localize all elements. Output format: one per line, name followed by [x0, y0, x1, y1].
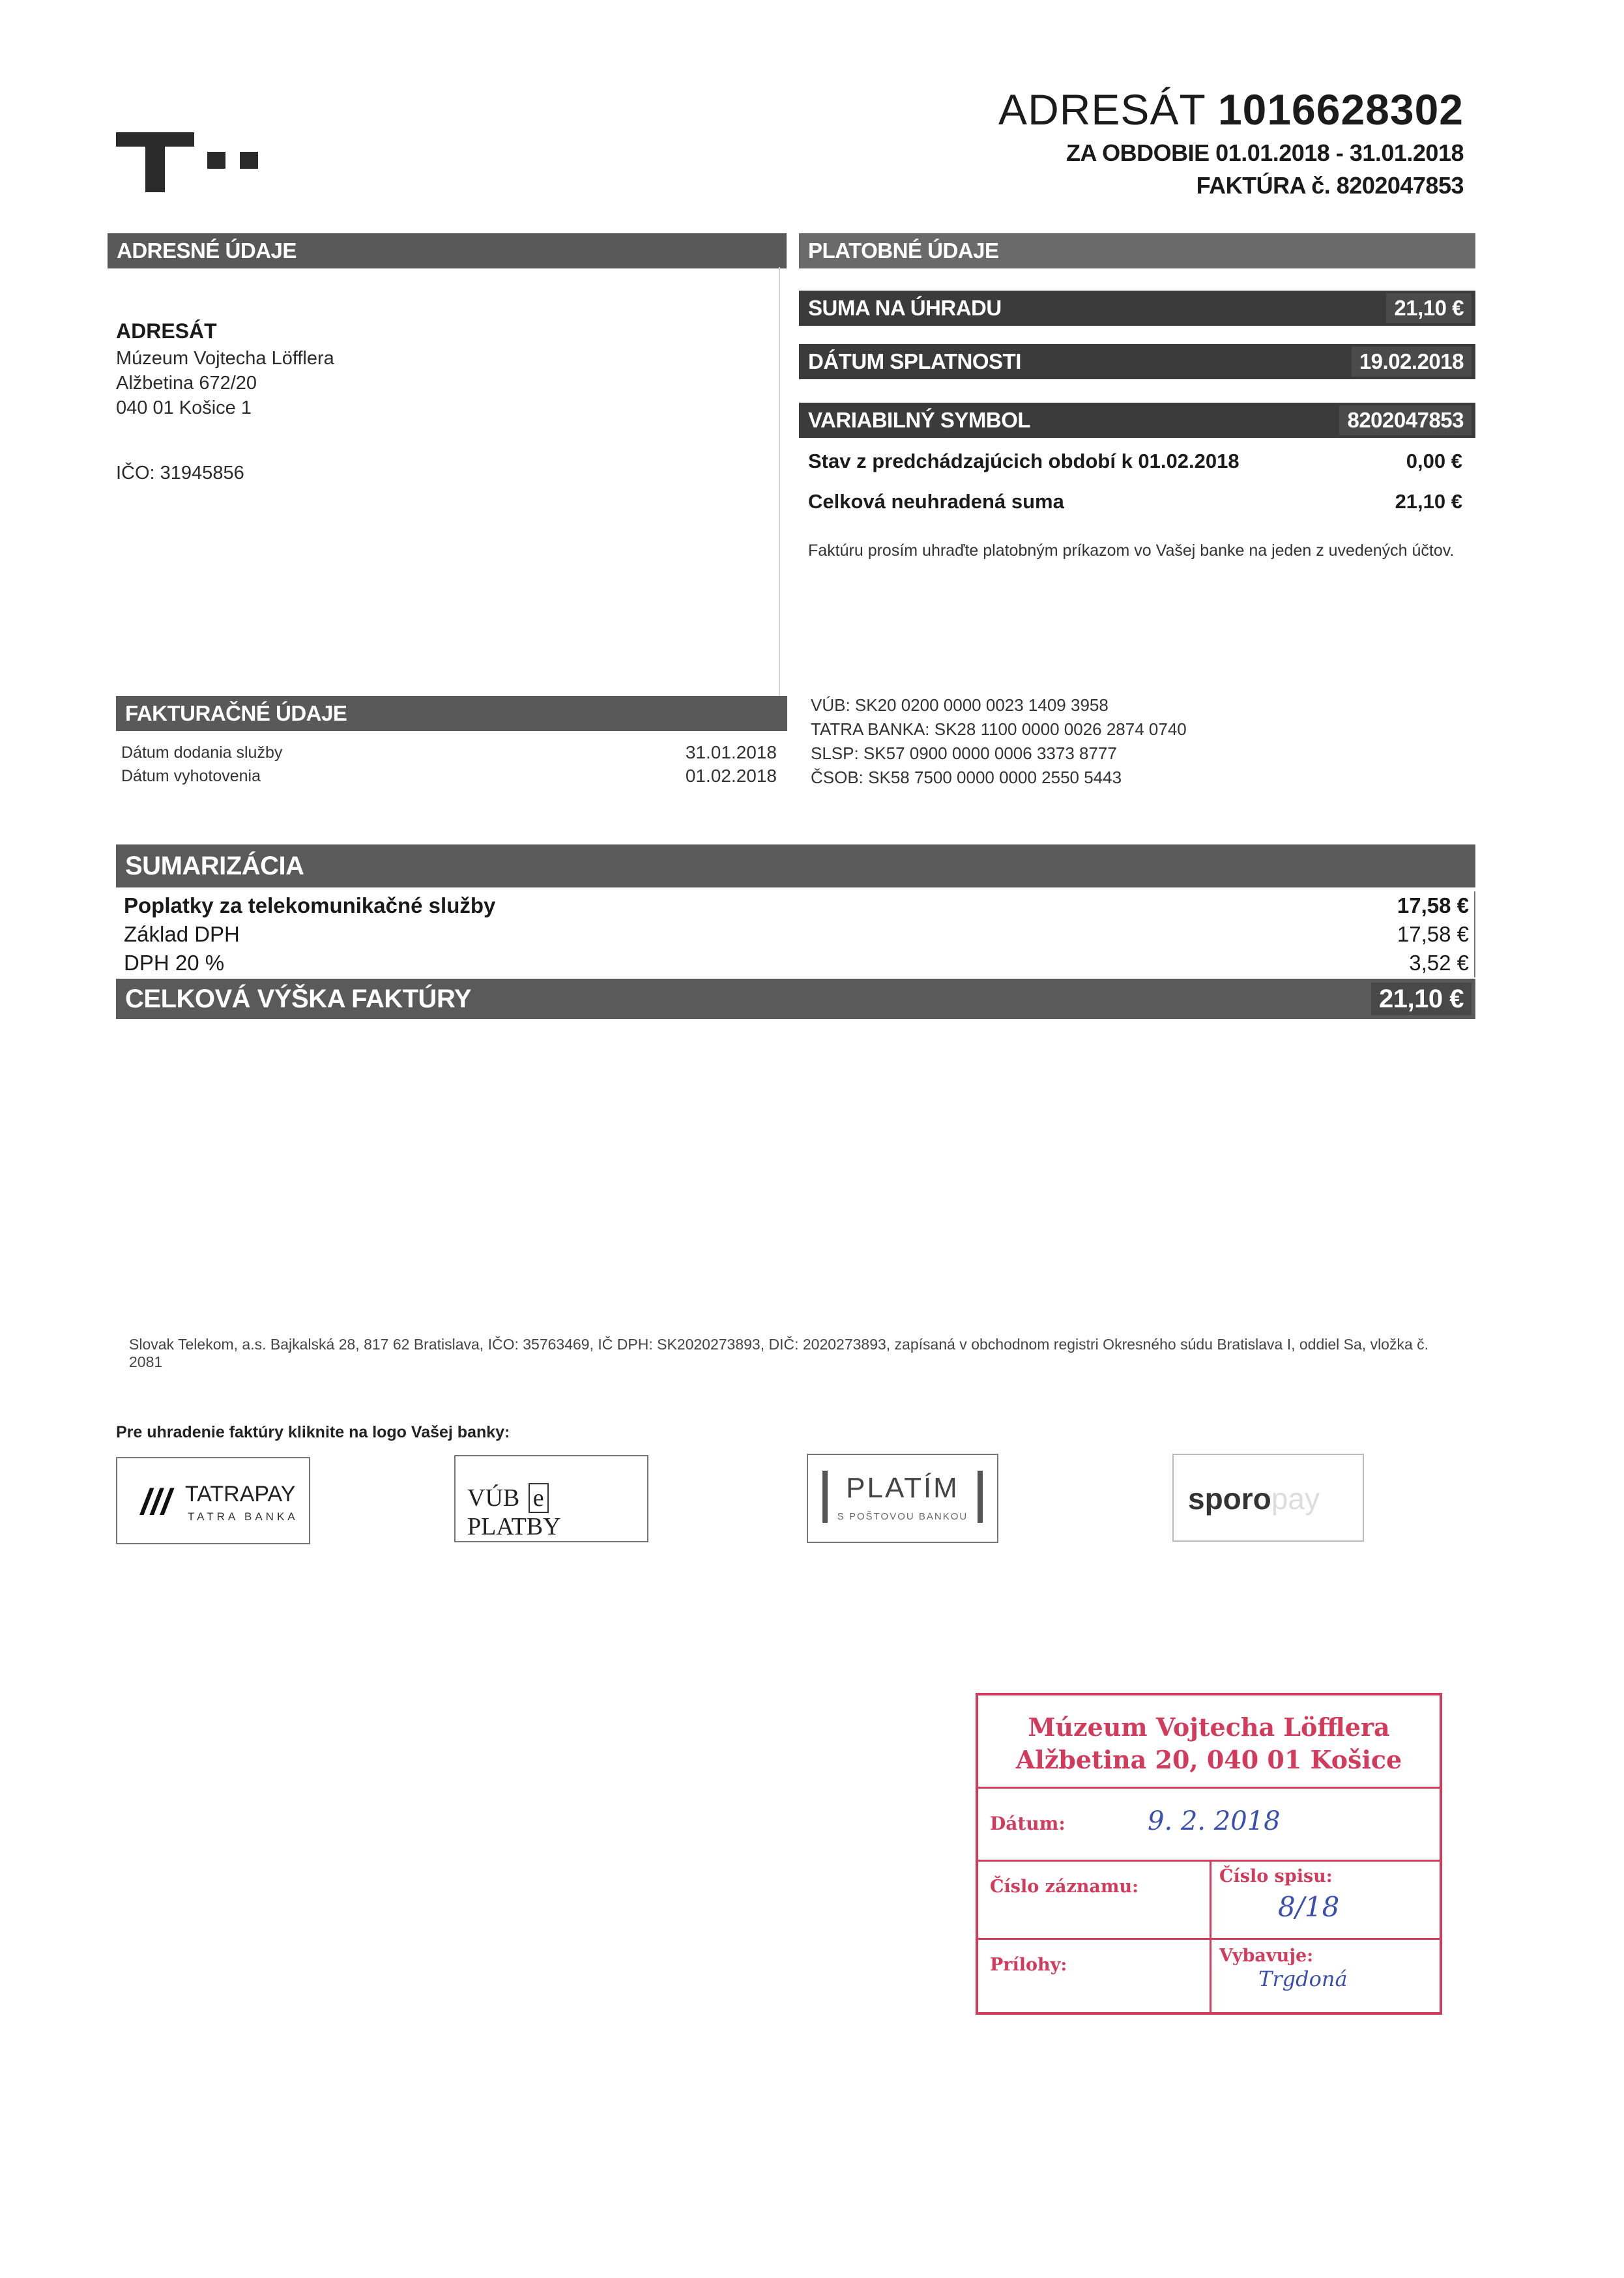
- bank-accounts-list: [811, 693, 1187, 790]
- due-date-label: DÁTUM SPLATNOSTI: [808, 349, 1021, 373]
- stamp-file-label: Číslo spisu:: [1219, 1866, 1333, 1886]
- vat-base-label: Základ DPH: [124, 922, 240, 946]
- total-unpaid-label: Celková neuhradená suma: [808, 490, 1064, 513]
- address-section-title: ADRESNÉ ÚDAJE: [117, 238, 297, 263]
- tatrapay-button[interactable]: [116, 1457, 310, 1544]
- delivery-date-label: Dátum dodania služby: [121, 743, 283, 762]
- stamp-record-label: Číslo záznamu:: [990, 1877, 1139, 1897]
- tatrapay-name: TATRAPAY: [185, 1482, 296, 1507]
- stamp-date-label: Dátum:: [990, 1813, 1066, 1834]
- vub-left-text: VÚB: [467, 1484, 520, 1512]
- variable-symbol-value: 8202047853: [1339, 405, 1472, 435]
- adresat-heading: [998, 85, 1464, 134]
- vat-label: DPH 20 %: [124, 951, 225, 975]
- billing-section-title: FAKTURAČNÉ ÚDAJE: [125, 701, 347, 725]
- due-date-bar: [799, 344, 1475, 379]
- payment-section-title: PLATOBNÉ ÚDAJE: [808, 238, 999, 263]
- previous-balance-value: 0,00 €: [1406, 450, 1462, 472]
- address-name: Múzeum Vojtecha Löfflera: [116, 348, 334, 369]
- summary-fees-row: [116, 891, 1475, 920]
- sporo-text: sporo: [1188, 1482, 1271, 1516]
- vat-value: 3,52 €: [1409, 951, 1469, 975]
- vub-eplatby-label: [467, 1484, 647, 1541]
- address-ico: IČO: 31945856: [116, 463, 244, 483]
- summary-vat-row: [116, 949, 1475, 977]
- payment-section-bar: [799, 233, 1475, 268]
- summary-table: [116, 844, 1475, 1019]
- company-legal-note: Slovak Telekom, a.s. Bajkalská 28, 817 62 Bratislava, IČO: 35763469, IČ DPH: SK2020273893, DIČ: 2020273893, zapísaná v obchodnom registri Okresného súdu Bratislava I, oddiel Sa, vložka č. 2081: [129, 1336, 1429, 1370]
- summary-title-bar: [116, 844, 1475, 887]
- stamp-divider: [978, 1787, 1440, 1789]
- issue-date-value: 01.02.2018: [685, 766, 777, 786]
- total-label: CELKOVÁ VÝŠKA FAKTÚRY: [125, 985, 472, 1013]
- address-street: Alžbetina 672/20: [116, 373, 257, 394]
- logo-dot: [207, 152, 225, 169]
- summary-base-row: [116, 920, 1475, 949]
- variable-symbol-bar: [799, 403, 1475, 438]
- total-value: 21,10 €: [1371, 983, 1472, 1015]
- stamp-divider: [978, 1860, 1440, 1862]
- previous-balance-label: Stav z predchádzajúcich období k 01.02.2018: [808, 450, 1240, 472]
- address-block: [116, 319, 334, 485]
- bank-account: VÚB: SK20 0200 0000 0023 1409 3958: [811, 695, 1109, 715]
- variable-symbol-label: VARIABILNÝ SYMBOL: [808, 408, 1031, 432]
- vub-e-icon: e: [529, 1483, 549, 1513]
- stamp-line2: Alžbetina 20, 040 01 Košice: [1015, 1745, 1402, 1774]
- stamp-date-value: 9. 2. 2018: [1148, 1806, 1281, 1836]
- address-label: ADRESÁT: [116, 319, 217, 343]
- amount-due-bar: [799, 291, 1475, 326]
- payment-note: Faktúru prosím uhraďte platobným príkazom vo Vašej banke na jeden z uvedených účtov.: [808, 541, 1455, 560]
- fees-value: 17,58 €: [1397, 893, 1469, 917]
- total-unpaid-value: 21,10 €: [1395, 490, 1462, 513]
- logo-dot: [240, 152, 258, 169]
- stamp-handler-signature: Trgdoná: [1258, 1967, 1348, 1991]
- summary-total-bar: [116, 979, 1475, 1019]
- bank-account: TATRA BANKA: SK28 1100 0000 0026 2874 0740: [811, 719, 1187, 739]
- document-header: [998, 85, 1464, 199]
- sporopay-label: [1188, 1481, 1320, 1516]
- address-section-bar: [108, 233, 787, 268]
- platim-sub: S POŠTOVOU BANKOU: [837, 1511, 968, 1522]
- platim-main: PLATÍM: [846, 1472, 959, 1504]
- tatrapay-sub: TATRA BANKA: [188, 1510, 298, 1523]
- sporopay-button[interactable]: [1172, 1454, 1364, 1542]
- telekom-t-logo: [116, 114, 272, 192]
- due-date-value: 19.02.2018: [1352, 347, 1472, 377]
- adresat-number: 1016628302: [1217, 85, 1464, 134]
- tatrapay-icon: ///: [141, 1481, 171, 1522]
- stamp-divider: [978, 1938, 1440, 1940]
- billing-section-bar: [116, 696, 787, 731]
- fees-label: Poplatky za telekomunikačné služby: [124, 893, 496, 917]
- vub-eplatby-button[interactable]: [454, 1455, 648, 1542]
- stamp-file-value: 8/18: [1278, 1891, 1340, 1923]
- bank-account: SLSP: SK57 0900 0000 0006 3373 8777: [811, 743, 1117, 763]
- pay-instructions: Pre uhradenie faktúry kliknite na logo Vašej banky:: [116, 1423, 510, 1441]
- platim-button[interactable]: [807, 1454, 998, 1543]
- logo-t-stem: [145, 132, 165, 192]
- vub-right-text: PLATBY: [467, 1513, 561, 1540]
- stamp-handler-label: Vybavuje:: [1219, 1946, 1314, 1966]
- summary-title: SUMARIZÁCIA: [125, 852, 304, 880]
- stamp-line1: Múzeum Vojtecha Löfflera: [1028, 1712, 1390, 1742]
- billing-period: ZA OBDOBIE 01.01.2018 - 31.01.2018: [1066, 139, 1464, 166]
- address-city: 040 01 Košice 1: [116, 397, 252, 418]
- adresat-label: ADRESÁT: [998, 85, 1206, 134]
- bank-account: ČSOB: SK58 7500 0000 0000 2550 5443: [811, 768, 1122, 787]
- amount-due-value: 21,10 €: [1386, 293, 1472, 323]
- issue-date-label: Dátum vyhotovenia: [121, 767, 261, 785]
- registry-stamp: [976, 1693, 1442, 2015]
- stamp-attachments-label: Prílohy:: [990, 1955, 1067, 1975]
- amount-due-label: SUMA NA ÚHRADU: [808, 296, 1002, 320]
- column-divider: [779, 267, 780, 697]
- delivery-date-value: 31.01.2018: [685, 742, 777, 762]
- stamp-column-divider: [1210, 1860, 1211, 2012]
- vat-base-value: 17,58 €: [1397, 922, 1469, 946]
- invoice-number: FAKTÚRA č. 8202047853: [1196, 172, 1464, 199]
- pay-text: pay: [1271, 1482, 1320, 1516]
